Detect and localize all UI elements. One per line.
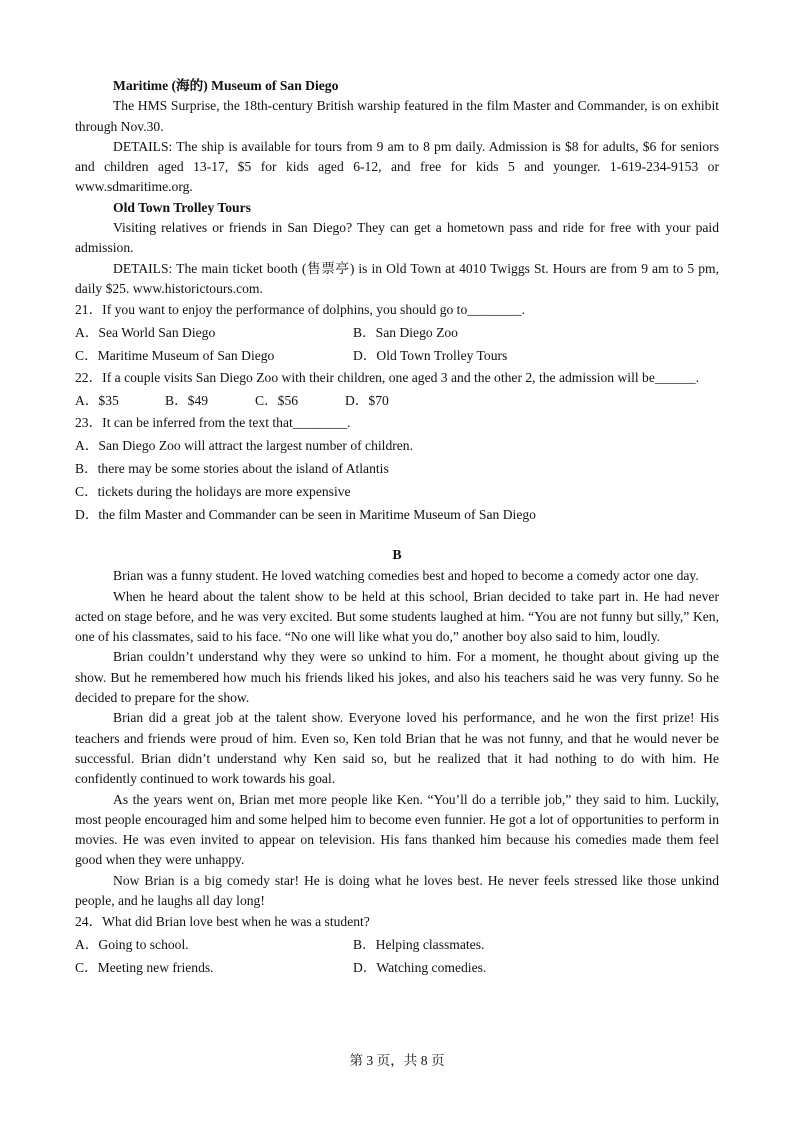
page-content <box>75 76 719 979</box>
question-23-option-d: D．the film Master and Commander can be seen in Maritime Museum of San Diego <box>75 507 536 523</box>
question-24-option-a: A．Going to school. <box>75 937 189 953</box>
question-24-options-row-1 <box>75 933 719 956</box>
question-23-option-a: A．San Diego Zoo will attract the largest number of children. <box>75 438 413 454</box>
question-21-stem: 21．If you want to enjoy the performance of dolphins, you should go to________. <box>75 302 526 318</box>
maritime-paragraph-1: The HMS Surprise, the 18th-century British warship featured in the film Master and Commander, is on exhibit through Nov.30. <box>75 98 719 134</box>
question-21-option-b: B．San Diego Zoo <box>353 325 458 341</box>
passage-b-paragraph: Brian was a funny student. He loved watching comedies best and hoped to become a comedy actor one day. <box>113 568 699 584</box>
passage-b-paragraph: Brian did a great job at the talent show. Everyone loved his performance, and he won the first prize! His teachers and friends were proud of him. Even so, Ken told Brian that he was not funny, and that he would never be successful. Brian didn’t understand why Ken said so, but he realized that it had nothing to do with him. He confidently continued to work towards his goal. <box>75 710 719 787</box>
question-22-stem: 22．If a couple visits San Diego Zoo with their children, one aged 3 and the other 2, the admission will be______. <box>75 370 700 386</box>
question-23-option-c: C．tickets during the holidays are more expensive <box>75 484 351 500</box>
question-22-option-d: D．$70 <box>345 393 389 409</box>
question-21-option-c: C．Maritime Museum of San Diego <box>75 348 275 364</box>
passage-b-paragraph: As the years went on, Brian met more people like Ken. “You’ll do a terrible job,” they said to him. Luckily, most people encouraged him and some helped him to become even funnier. He got a lot of opportunities to perform in movies. He was even invited to appear on television. His fans thanked him because his comedies made them feel good when they were unhappy. <box>75 791 719 868</box>
question-22-option-c: C．$56 <box>255 393 299 409</box>
page-footer: 第 3 页，共 8 页 <box>349 1053 445 1068</box>
trolley-paragraph-2: DETAILS: The main ticket booth (售票亭) is in Old Town at 4010 Twiggs St. Hours are from 9 am to 5 pm, daily $25. www.historictours.com. <box>75 260 719 296</box>
section-b-label: B <box>392 547 402 563</box>
question-24-option-d: D．Watching comedies. <box>353 960 487 976</box>
question-21-option-a: A．Sea World San Diego <box>75 325 216 341</box>
trolley-paragraph-1: Visiting relatives or friends in San Diego? They can get a hometown pass and ride for free with your paid admission. <box>75 220 719 256</box>
maritime-title: Maritime (海的) Museum of San Diego <box>113 78 339 93</box>
question-24-options-row-2 <box>75 956 719 979</box>
question-24-option-b: B．Helping classmates. <box>353 937 485 953</box>
passage-b-paragraph: Now Brian is a big comedy star! He is doing what he loves best. He never feels stressed like those unkind people, and he laughs all day long! <box>75 872 719 909</box>
question-21-options-row-1 <box>75 321 719 344</box>
question-23-option-b: B．there may be some stories about the island of Atlantis <box>75 461 389 477</box>
maritime-paragraph-2: DETAILS: The ship is available for tours from 9 am to 8 pm daily. Admission is $8 for adults, $6 for seniors and children aged 13-17, $5 for kids aged 6-12, and free for kids 5 and younger. 1-619-234-9153 or www.sdmaritime.org. <box>75 138 719 195</box>
question-22-option-b: B．$49 <box>165 393 209 409</box>
trolley-title: Old Town Trolley Tours <box>113 199 251 215</box>
question-23-stem: 23．It can be inferred from the text that________. <box>75 415 351 431</box>
question-22-option-a: A．$35 <box>75 393 119 409</box>
passage-b-paragraph: Brian couldn’t understand why they were so unkind to him. For a moment, he thought about giving up the show. But he remembered how much his friends liked his jokes, and also his teachers said he was very funny. So he decided to prepare for the show. <box>75 649 719 706</box>
question-24-stem: 24．What did Brian love best when he was a student? <box>75 914 370 930</box>
question-21-option-d: D．Old Town Trolley Tours <box>353 348 508 364</box>
question-21-options-row-2 <box>75 344 719 367</box>
passage-b-paragraph: When he heard about the talent show to be held at this school, Brian decided to take part in. He had never acted on stage before, and he was very excited. But some students laughed at him. “You are not funny but silly,” Ken, one of his classmates, said to his face. “No one will like what you do,” another boy also said to him, loudly. <box>75 588 719 645</box>
question-22-options <box>75 389 719 412</box>
question-24-option-c: C．Meeting new friends. <box>75 960 214 976</box>
